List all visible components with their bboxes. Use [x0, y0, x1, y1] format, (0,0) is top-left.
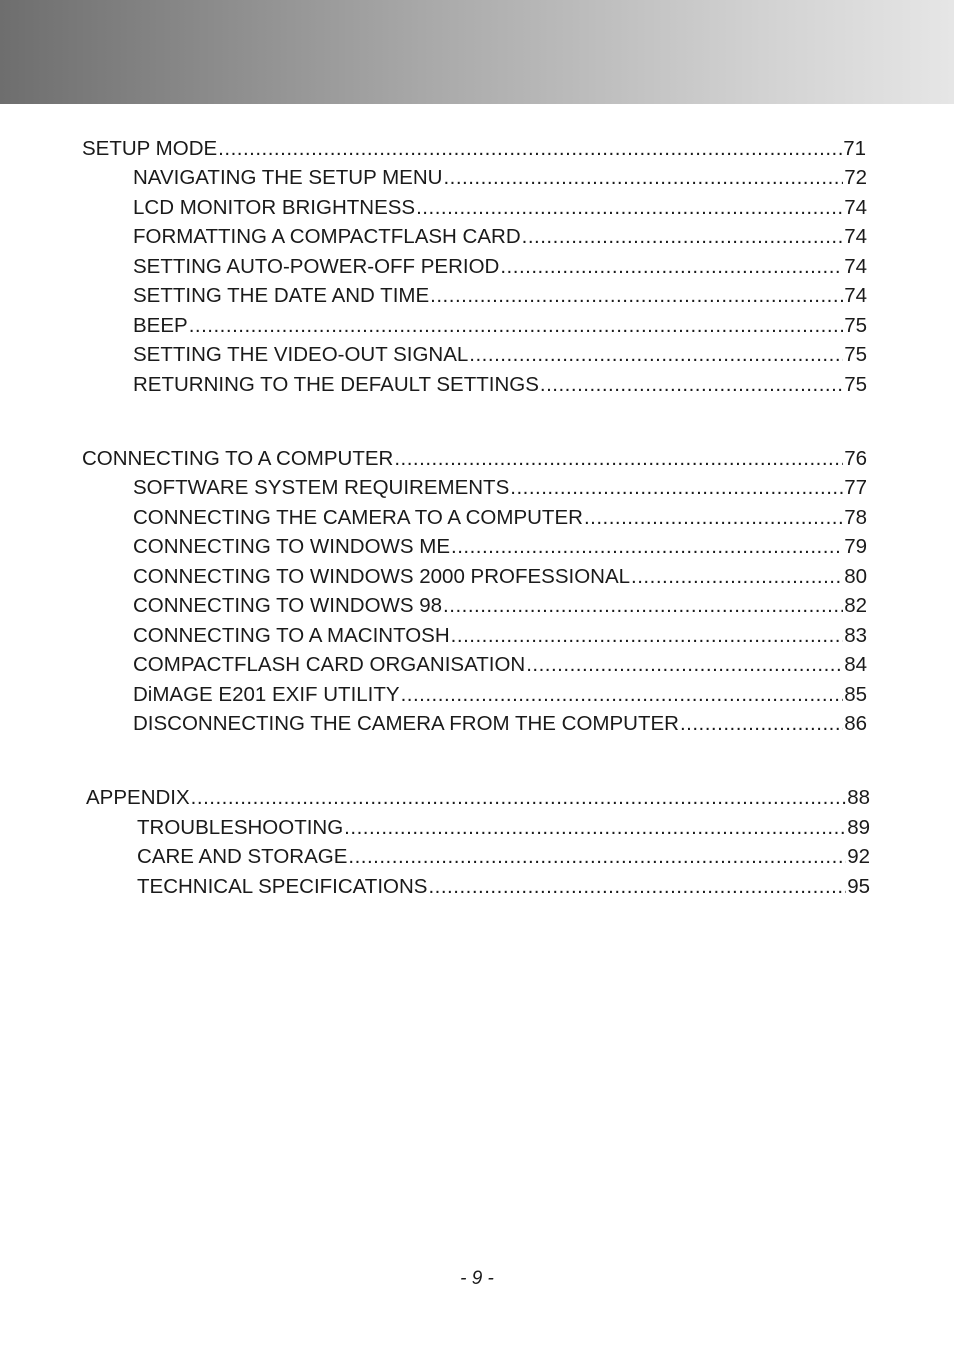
- dot-leader: [451, 623, 844, 649]
- dot-leader: [428, 874, 846, 900]
- toc-page-number: 76: [844, 447, 867, 470]
- toc-heading-title: SETUP MODE: [82, 137, 218, 160]
- toc-heading-row[interactable]: [82, 136, 866, 162]
- toc-entry-title: TROUBLESHOOTING: [137, 816, 344, 839]
- toc-entry-row[interactable]: [133, 195, 867, 221]
- toc-entry-row[interactable]: [137, 874, 870, 900]
- toc-entry-title: COMPACTFLASH CARD ORGANISATION: [133, 653, 526, 676]
- dot-leader: [451, 534, 843, 560]
- dot-leader: [394, 446, 843, 472]
- dot-leader: [218, 136, 842, 162]
- dot-leader: [401, 682, 844, 708]
- dot-leader: [443, 165, 843, 191]
- toc-heading-row[interactable]: [86, 785, 870, 811]
- toc-entry-title: CONNECTING THE CAMERA TO A COMPUTER: [133, 506, 583, 529]
- toc-page-number: 88: [847, 786, 870, 809]
- toc-heading-title: CONNECTING TO A COMPUTER: [82, 447, 394, 470]
- toc-entry-row[interactable]: [133, 313, 867, 339]
- toc-entry-row[interactable]: [137, 844, 870, 870]
- toc-entry-row[interactable]: [133, 475, 867, 501]
- toc-entry-title: SETTING THE DATE AND TIME: [133, 284, 430, 307]
- dot-leader: [522, 224, 844, 250]
- toc-page-number: 74: [844, 196, 867, 219]
- toc-page-number: 80: [844, 565, 867, 588]
- toc-heading-title: APPENDIX: [86, 786, 190, 809]
- toc-entry-title: CARE AND STORAGE: [137, 845, 348, 868]
- toc-page-number: 95: [847, 875, 870, 898]
- toc-page-number: 84: [844, 653, 867, 676]
- dot-leader: [430, 283, 843, 309]
- toc-page-number: 79: [844, 535, 867, 558]
- toc-entry-title: CONNECTING TO WINDOWS ME: [133, 535, 450, 558]
- dot-leader: [348, 844, 846, 870]
- toc-entry-row[interactable]: [133, 165, 867, 191]
- toc-entry-title: SETTING THE VIDEO-OUT SIGNAL: [133, 343, 469, 366]
- dot-leader: [510, 475, 843, 501]
- toc-page-number: 86: [844, 712, 867, 735]
- dot-leader: [416, 195, 843, 221]
- dot-leader: [500, 254, 843, 280]
- page-number: - 9 -: [460, 1268, 494, 1289]
- toc-entry-title: DISCONNECTING THE CAMERA FROM THE COMPUTER: [133, 712, 679, 735]
- toc-entry-title: RETURNING TO THE DEFAULT SETTINGS: [133, 373, 539, 396]
- toc-page-number: 78: [844, 506, 867, 529]
- dot-leader: [469, 342, 843, 368]
- toc-page-number: 75: [844, 373, 867, 396]
- toc-page-number: 72: [844, 166, 867, 189]
- toc-page-number: 92: [847, 845, 870, 868]
- toc-entry-row[interactable]: [133, 564, 867, 590]
- toc-entry-title: SETTING AUTO-POWER-OFF PERIOD: [133, 255, 500, 278]
- header-gradient-band: [0, 0, 954, 104]
- toc-entry-title: SOFTWARE SYSTEM REQUIREMENTS: [133, 476, 510, 499]
- toc-page-number: 75: [844, 314, 867, 337]
- toc-page-number: 74: [844, 225, 867, 248]
- toc-entry-title: NAVIGATING THE SETUP MENU: [133, 166, 443, 189]
- dot-leader: [526, 652, 843, 678]
- dot-leader: [584, 505, 843, 531]
- dot-leader: [680, 711, 843, 737]
- toc-page-number: 85: [844, 683, 867, 706]
- dot-leader: [189, 313, 843, 339]
- toc-entry-title: CONNECTING TO WINDOWS 98: [133, 594, 443, 617]
- toc-entry-row[interactable]: [133, 623, 867, 649]
- toc-page-number: 83: [844, 624, 867, 647]
- toc-page-number: 82: [844, 594, 867, 617]
- toc-entry-row[interactable]: [133, 652, 867, 678]
- toc-entry-title: BEEP: [133, 314, 188, 337]
- toc-entry-title: TECHNICAL SPECIFICATIONS: [137, 875, 428, 898]
- toc-entry-row[interactable]: [133, 534, 867, 560]
- toc-entry-row[interactable]: [133, 711, 867, 737]
- toc-entry-title: CONNECTING TO WINDOWS 2000 PROFESSIONAL: [133, 565, 631, 588]
- dot-leader: [344, 815, 846, 841]
- toc-entry-row[interactable]: [137, 815, 870, 841]
- toc-entry-row[interactable]: [133, 283, 867, 309]
- toc-page-number: 71: [843, 137, 866, 160]
- toc-entry-row[interactable]: [133, 505, 867, 531]
- toc-entry-row[interactable]: [133, 372, 867, 398]
- toc-heading-row[interactable]: [82, 446, 867, 472]
- dot-leader: [443, 593, 843, 619]
- toc-entry-row[interactable]: [133, 342, 867, 368]
- toc-entry-row[interactable]: [133, 593, 867, 619]
- toc-entry-title: LCD MONITOR BRIGHTNESS: [133, 196, 416, 219]
- toc-page-number: 77: [844, 476, 867, 499]
- toc-page-number: 74: [844, 255, 867, 278]
- toc-page-number: 89: [847, 816, 870, 839]
- toc-entry-title: CONNECTING TO A MACINTOSH: [133, 624, 450, 647]
- dot-leader: [540, 372, 843, 398]
- toc-page-number: 75: [844, 343, 867, 366]
- toc-entry-title: DiMAGE E201 EXIF UTILITY: [133, 683, 400, 706]
- toc-entry-title: FORMATTING A COMPACTFLASH CARD: [133, 225, 521, 248]
- toc-page-number: 74: [844, 284, 867, 307]
- toc-entry-row[interactable]: [133, 224, 867, 250]
- dot-leader: [191, 785, 847, 811]
- toc-entry-row[interactable]: [133, 682, 867, 708]
- toc-entry-row[interactable]: [133, 254, 867, 280]
- dot-leader: [631, 564, 843, 590]
